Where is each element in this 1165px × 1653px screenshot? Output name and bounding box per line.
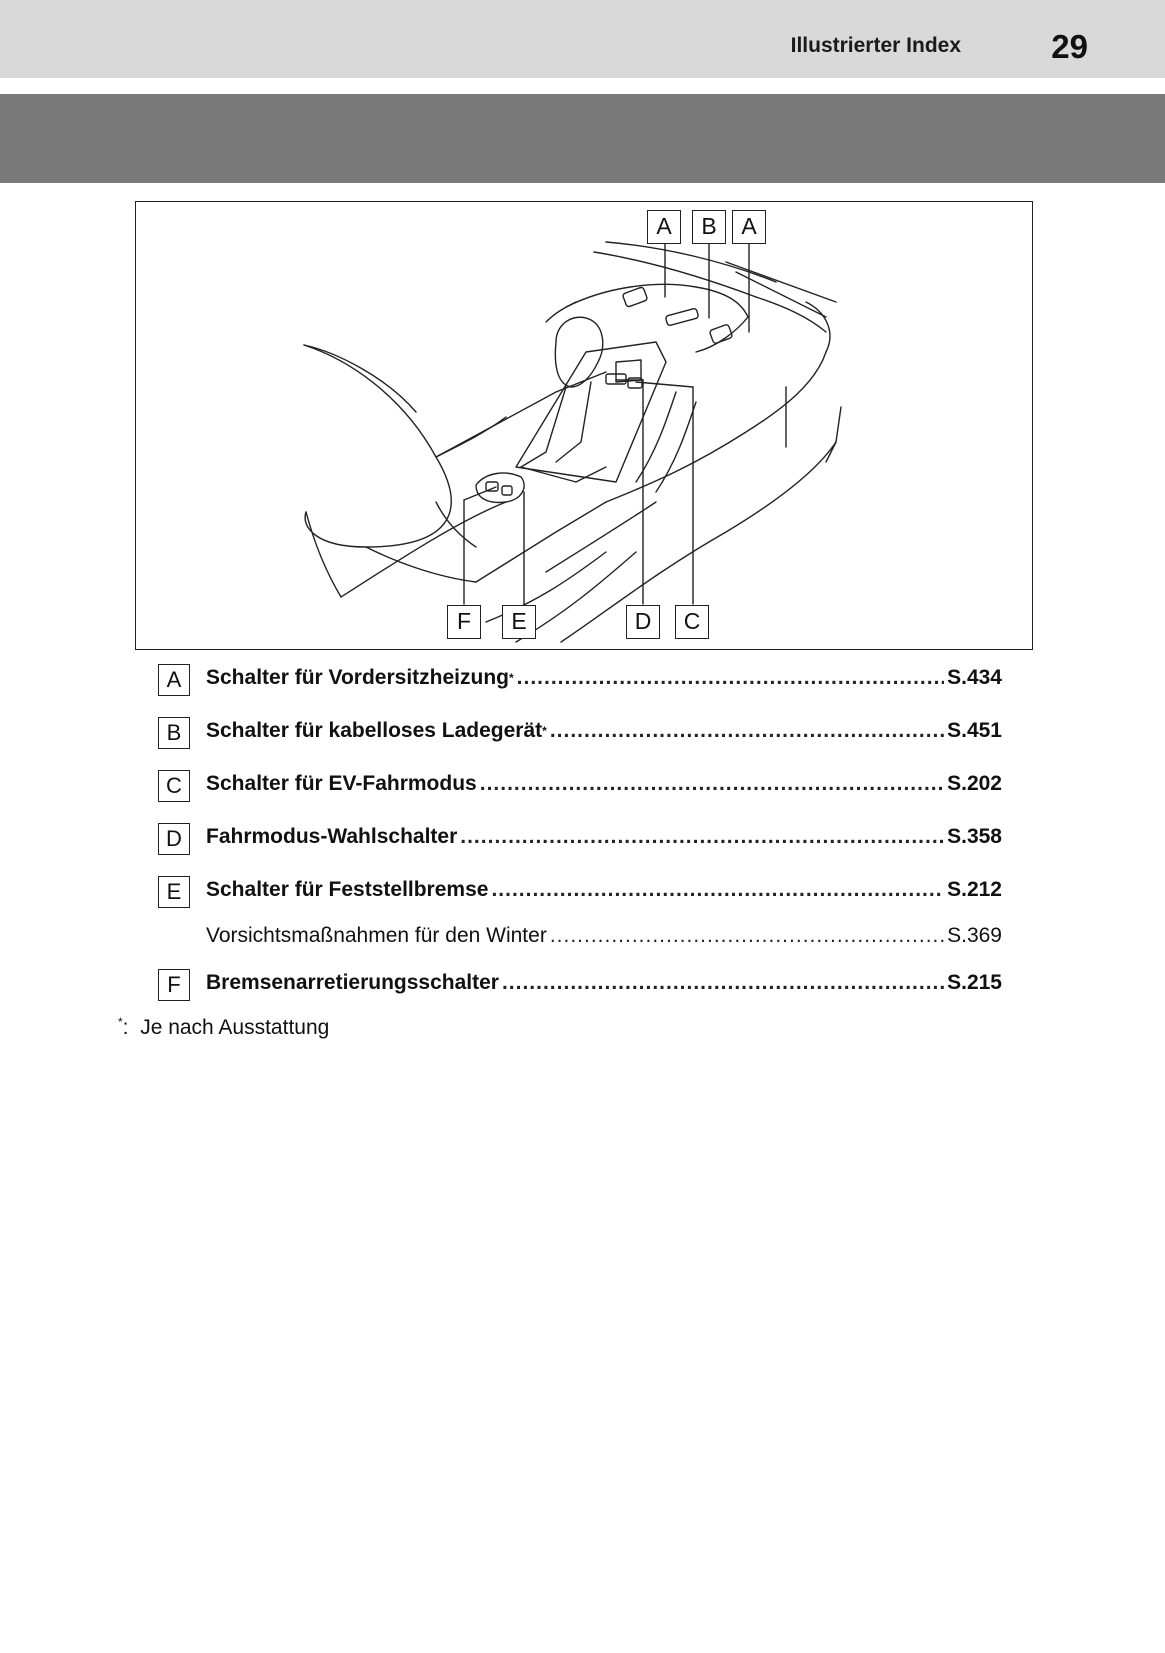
footnote-separator: : [122, 1016, 129, 1039]
legend-letter: D [158, 823, 190, 855]
legend-entry [206, 878, 1002, 902]
header-title: Illustrierter Index [790, 34, 961, 57]
legend-item-a [158, 664, 1002, 717]
page-reference[interactable]: S.215 [947, 971, 1002, 994]
footnote [118, 1015, 329, 1040]
legend-label: Vorsichtsmaßnahmen für den Winter [206, 924, 547, 947]
page-reference[interactable]: S.451 [947, 719, 1002, 742]
page-number: 29 [1051, 28, 1088, 65]
page-header [0, 0, 1165, 78]
page-reference[interactable]: S.369 [947, 924, 1002, 947]
legend-label: Schalter für kabelloses Ladegerät [206, 719, 543, 742]
leader-dots [550, 924, 944, 948]
legend-letter: A [158, 664, 190, 696]
page-reference[interactable]: S.358 [947, 825, 1002, 848]
callout-c: C [675, 605, 709, 639]
footnote-marker: * [118, 1015, 123, 1029]
page-reference[interactable]: S.434 [947, 666, 1002, 689]
legend-label: Schalter für Feststellbremse [206, 878, 489, 901]
legend-entry [206, 719, 1002, 743]
legend-letter: F [158, 969, 190, 1001]
page-reference[interactable]: S.202 [947, 772, 1002, 795]
legend-item-b [158, 717, 1002, 770]
section-band [0, 94, 1165, 183]
footnote-marker: * [509, 671, 514, 685]
callout-e: E [502, 605, 536, 639]
page-reference[interactable]: S.212 [947, 878, 1002, 901]
callout-d: D [626, 605, 660, 639]
legend-item-d [158, 823, 1002, 876]
legend-entry [206, 924, 1002, 948]
legend-letter: C [158, 770, 190, 802]
leader-dots [491, 878, 944, 902]
legend-entry [206, 772, 1002, 796]
legend-item-c [158, 770, 1002, 823]
legend-letter: B [158, 717, 190, 749]
legend-subitem-winter [158, 922, 1002, 969]
legend-label: Schalter für EV-Fahrmodus [206, 772, 477, 795]
leader-dots [502, 971, 944, 995]
legend-letter: E [158, 876, 190, 908]
leader-dots [517, 666, 944, 690]
callout-b: B [692, 210, 726, 244]
callout-f: F [447, 605, 481, 639]
footnote-text: Je nach Ausstattung [140, 1016, 330, 1039]
callout-a-right: A [732, 210, 766, 244]
leader-dots [480, 772, 944, 796]
leader-dots [550, 719, 944, 743]
legend-item-e [158, 876, 1002, 922]
center-console-illustration [135, 201, 1033, 650]
footnote-marker: * [542, 724, 547, 738]
console-line-drawing [136, 202, 1033, 650]
legend-label: Schalter für Vordersitzheizung [206, 666, 509, 689]
legend-label: Bremsenarretierungsschalter [206, 971, 499, 994]
callout-a-left: A [647, 210, 681, 244]
legend-list [158, 664, 1002, 1022]
legend-label: Fahrmodus-Wahlschalter [206, 825, 458, 848]
legend-entry [206, 666, 1002, 690]
legend-entry [206, 825, 1002, 849]
legend-entry [206, 971, 1002, 995]
leader-dots [460, 825, 944, 849]
